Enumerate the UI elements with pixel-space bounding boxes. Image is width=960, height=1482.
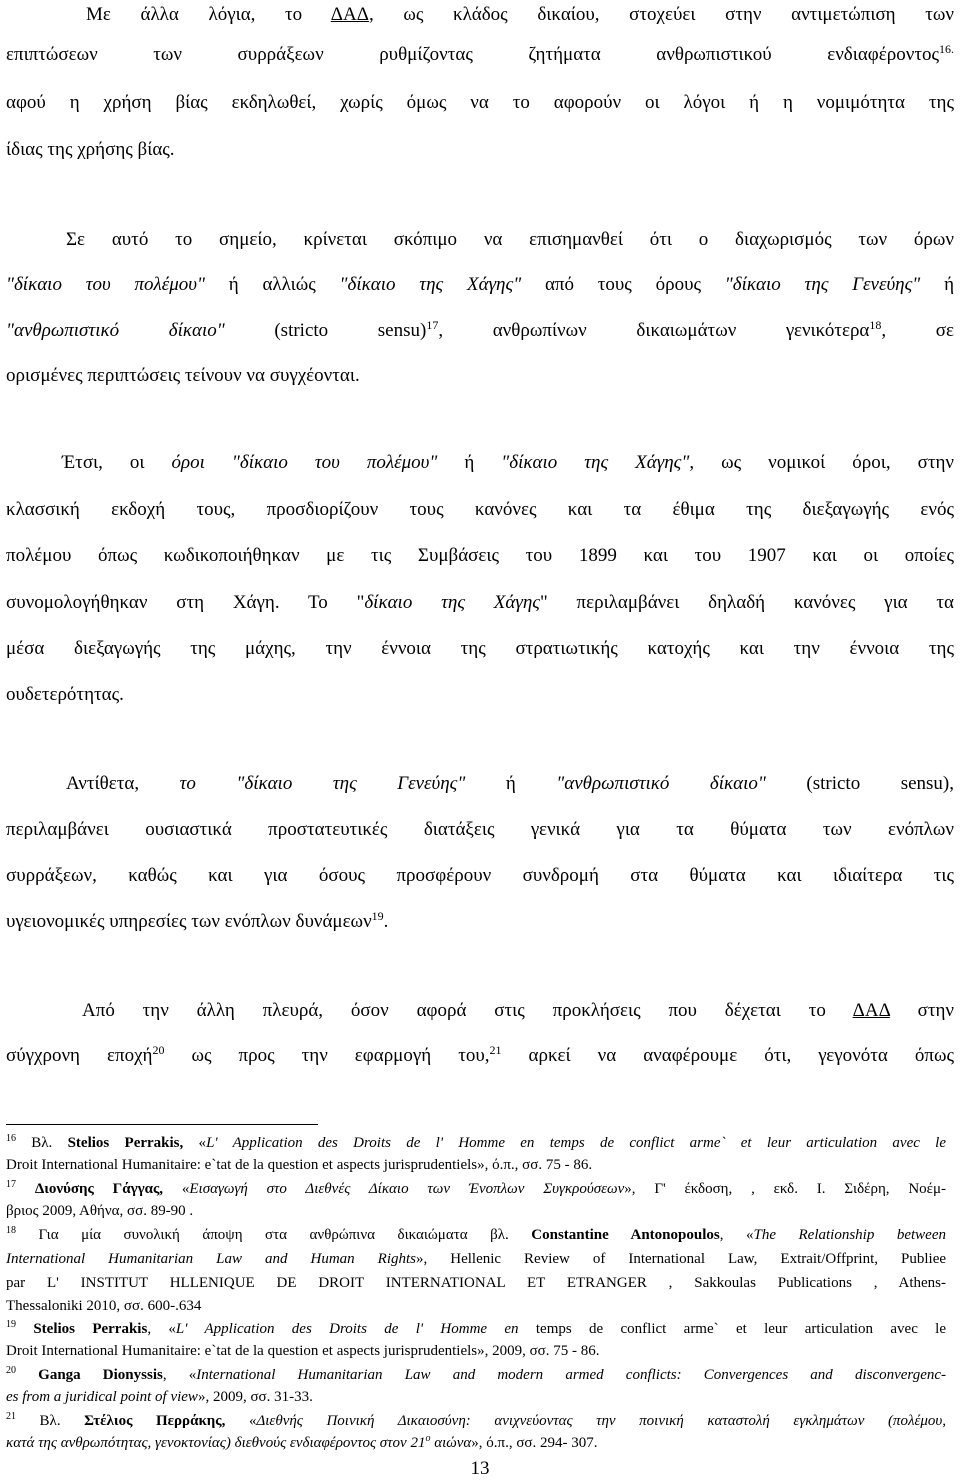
body-line: "ανθρωπιστικό δίκαιο" (stricto sensu)$^{17}$, ανθρωπίνων δικαιωμάτων γενικότερα$^{18}$, σε: [6, 318, 954, 341]
footnote-21-line: κατά της ανθρωπότητας, γενοκτονίας) διεθνούς ενδιαφέροντος στον $21^o$ αιώνα», ό.π., σσ. 294- 307.: [6, 1433, 598, 1451]
footnote-21: $^{21}$ Βλ. Στέλιος Περράκης, «Διεθνής Ποινική Δικαιοσύνη: ανιχνεύοντας την ποινική καταστολή εγκλημάτων (πολέμου,: [6, 1411, 947, 1429]
footnote-ref[interactable]: 18: [869, 318, 882, 332]
footnote-18-line: par L' INSTITUT HLLENIQUE DE DROIT INTERNATIONAL ET ETRANGER , Sakkoulas Publications , Athens-: [6, 1275, 946, 1291]
footnote-separator: [6, 1124, 318, 1125]
footnote-16-line: Droit International Humanitaire: e`tat de la question et aspects jurisprudentiels», ό.π., σσ. 75 - 86.: [6, 1157, 593, 1173]
abbreviation-dad: ΔΑΔ: [330, 4, 369, 25]
footnote-17-line: βριος 2009, Αθήνα, σσ. 89-90 .: [6, 1203, 194, 1219]
footnote-20: $^{20}$ Ganga Dionyssis, «International Humanitarian Law and modern armed conflicts: Convergences and disconvergenc-: [6, 1365, 947, 1383]
footnote-ref[interactable]: 21: [489, 1043, 502, 1057]
footnote-ref[interactable]: 19: [371, 909, 384, 923]
body-line: ορισμένες περιπτώσεις τείνουν να συγχέονται.: [6, 365, 360, 386]
body-line: αφού η χρήση βίας εκδηλωθεί, χωρίς όμως να το αφορούν οι λόγοι ή η νομιμότητα της: [6, 92, 954, 113]
body-line: Με άλλα λόγια, το ΔΑΔ, ως κλάδος δικαίου, στοχεύει στην αντιμετώπιση των: [86, 4, 954, 25]
body-line: συρράξεων, καθώς και για όσους προσφέρουν συνδρομή στα θύματα και ιδιαίτερα τις: [6, 865, 954, 886]
body-line: περιλαμβάνει ουσιαστικά προστατευτικές διατάξεις γενικά για τα θύματα των ενόπλων: [6, 819, 954, 840]
page-number: 13: [470, 1458, 490, 1479]
body-line: επιπτώσεων των συρράξεων ρυθμίζοντας ζητήματα ανθρωπιστικού ενδιαφέροντος$^{16.}$: [6, 42, 954, 65]
footnote-ref[interactable]: 16.: [939, 42, 954, 56]
footnote-ref[interactable]: 17: [426, 318, 439, 332]
body-line: ίδιας της χρήσης βίας.: [6, 139, 175, 160]
body-line: μέσα διεξαγωγής της μάχης, την έννοια της στρατιωτικής κατοχής και την έννοια της: [6, 638, 954, 659]
footnote-17: $^{17}$ Διονύσης Γάγγας, «Εισαγωγή στο Διεθνές Δίκαιο των Ένοπλων Συγκρούσεων», Γ' έκδοση, , εκδ. Ι. Σιδέρη, Νοέμ-: [6, 1179, 947, 1197]
footnote-19: $^{19}$ Stelios Perrakis, «L' Application des Droits de l' Homme en temps de conflict arme` et leur articulation avec le: [6, 1319, 947, 1337]
footnote-ref[interactable]: 20: [152, 1043, 165, 1057]
footnote-18-line: Thessaloniki 2010, σσ. 600-.634: [6, 1298, 202, 1314]
body-line: Έτσι, οι όροι "δίκαιο του πολέμου" ή "δίκαιο της Χάγης", ως νομικοί όροι, στην: [62, 452, 954, 473]
body-line: Αντίθετα, το "δίκαιο της Γενεύης" ή "ανθρωπιστικό δίκαιο" (stricto sensu),: [66, 773, 955, 794]
body-line: "δίκαιο του πολέμου" ή αλλιώς "δίκαιο της Χάγης" από τους όρους "δίκαιο της Γενεύης" ή: [6, 274, 955, 295]
body-line: συνομολογήθηκαν στη Χάγη. Το "δίκαιο της Χάγης" περιλαμβάνει δηλαδή κανόνες για τα: [6, 592, 954, 613]
footnote-16: $^{16}$ Βλ. Stelios Perrakis, «L' Application des Droits de l' Homme en temps de conflict arme` et leur articulation avec le: [6, 1133, 947, 1151]
footnote-19-line: Droit International Humanitaire: e`tat de la question et aspects jurisprudentiels», 2009, σσ. 75 - 86.: [6, 1343, 600, 1359]
body-line: πολέμου όπως κωδικοποιήθηκαν με τις Συμβάσεις του 1899 και του 1907 και οι οποίες: [6, 545, 954, 566]
body-line: κλασσική εκδοχή τους, προσδιορίζουν τους κανόνες και τα έθιμα της διεξαγωγής ενός: [6, 499, 954, 520]
body-line: Σε αυτό το σημείο, κρίνεται σκόπιμο να επισημανθεί ότι ο διαχωρισμός των όρων: [66, 229, 954, 250]
body-line: σύγχρονη εποχή$^{20}$ ως προς την εφαρμογή του,$^{21}$ αρκεί να αναφέρουμε ότι, γεγονότα όπως: [6, 1043, 954, 1066]
abbreviation-dad: ΔΑΔ: [852, 1000, 890, 1021]
footnote-18: $^{18}$ Για μία συνολική άποψη στα ανθρώπινα δικαιώματα βλ. Constantine Antonopoulos, «The Relationship between: [6, 1225, 946, 1243]
footnote-18-line: International Humanitarian Law and Human Rights», Hellenic Review of International Law, Extrait/Offprint, Publiee: [6, 1251, 947, 1267]
body-line: ουδετερότητας.: [6, 684, 124, 705]
body-line: Από την άλλη πλευρά, όσον αφορά στις προκλήσεις που δέχεται το ΔΑΔ στην: [82, 1000, 955, 1021]
body-line: υγειονομικές υπηρεσίες των ενόπλων δυνάμεων$^{19}$.: [6, 909, 389, 932]
footnote-20-line: es from a juridical point of view», 2009, σσ. 31-33.: [6, 1389, 313, 1405]
